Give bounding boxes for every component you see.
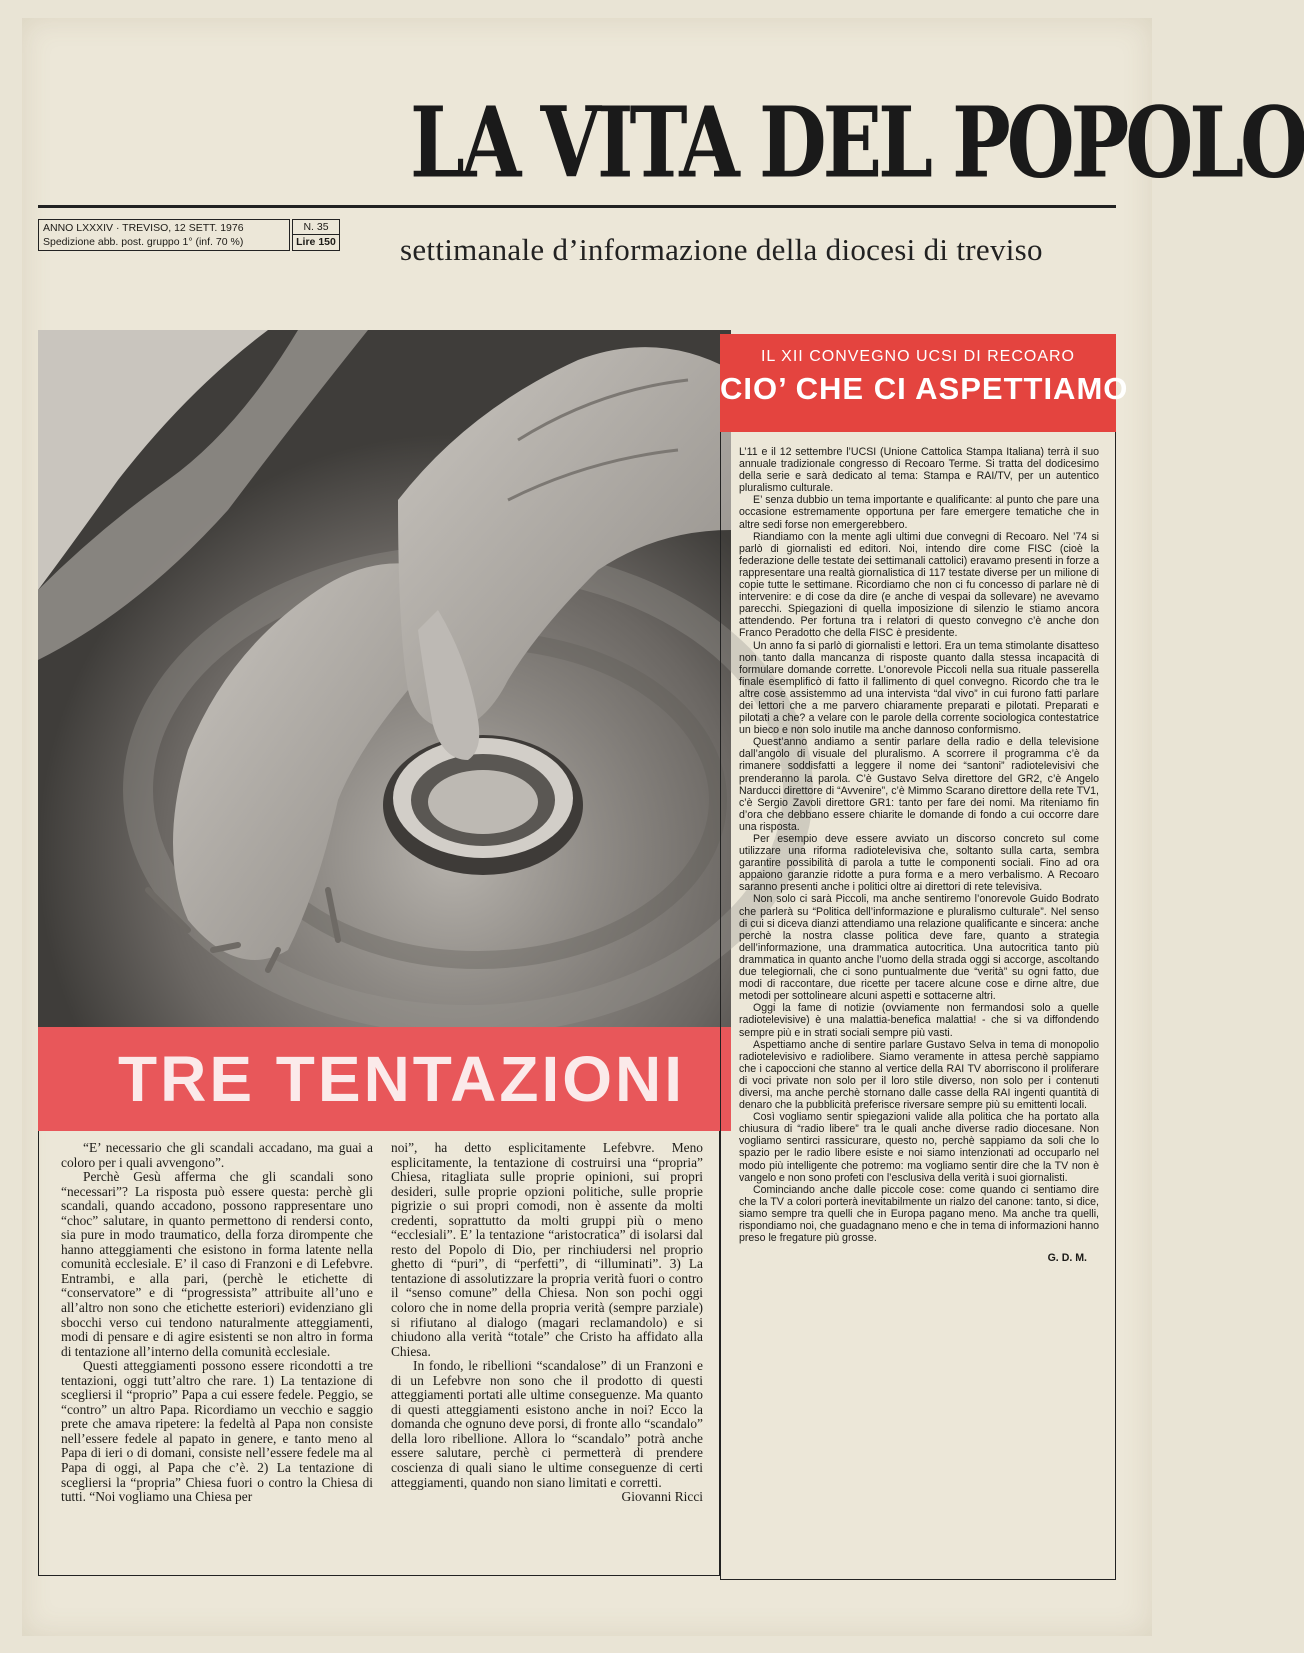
issue-date-line: ANNO LXXXIV · TREVISO, 12 SETT. 1976 — [43, 222, 244, 234]
main-paragraph: noi”, ha detto esplicitamente Lefebvre. Meno esplicitamente, la tentazione di costruirsi una “propria” Chiesa, ritagliata sulle proprie opinioni, sui propri desideri, sulle proprie opzioni politiche, sulle proprie pigrizie o sui propri comodi, non è assente da molti credenti, soprattutto da molti gruppi più o meno “ecclesiali”. E’ la tentazione “aristocratica” di isolarsi dal resto del Popolo di Dio, per rinchiudersi nel proprio ghetto di “puri”, di “perfetti”, di “illuminati”. 3) La tentazione di assolutizzare la propria verità fuori o contro il “senso comune” della Chiesa. Non son pochi oggi coloro che in nome della propria verità (sempre parziale) si rifiutano al dialogo (magari reclamandolo) e si chiudono alla verità “totale” che Cristo ha affidato alla Chiesa. — [391, 1140, 703, 1359]
main-headline: TRE TENTAZIONI — [118, 1043, 685, 1115]
side-article-headline: CIO’ CHE CI ASPETTIAMO — [720, 371, 1129, 406]
side-paragraph: E’ senza dubbio un tema importante e qualificante: al punto che pare una occasione estremamente opportuna per fare emergere tematiche che in altre sedi forse non emergerebbero. — [739, 494, 1099, 531]
main-article-author: Giovanni Ricci — [621, 1489, 703, 1505]
newspaper-masthead: LA VITA DEL POPOLO — [410, 86, 1304, 200]
side-article-body — [720, 432, 1116, 1580]
side-paragraph: Così vogliamo sentir spiegazioni valide alla politica che ha portato alla chiusura di “radio libere” tra le quali anche diverse radio diocesane. Non vogliamo sentirci rassicurare, questo no, perchè sappiamo da soli che lo spazio per le radio libere esiste e noi siamo intenzionati ad occuparlo nel modo più intelligente che potremo: ma vogliamo sentir dire che la TV non è vangelo e non sono profeti con l’esclusiva della verità i suoi giornalisti. — [739, 1111, 1099, 1184]
side-paragraph: Un anno fa si parlò di giornalisti e lettori. Era un tema stimolante disatteso non tanto dalla mancanza di risposte quanto dalla stessa incapacità di formulare domande corrette. L’onorevole Piccoli nella sua rituale passerella finale esemplificò di fatto il fallimento di quel convegno. Ricordo che tra le altre cose assistemmo ad una intervista “dal vivo” in cui furono fatti parlare dei lettori che a me parvero chiaramente preparati e pilotati. Preparati e pilotati a che? a velare con le parole della corrente sociologica contestatrice un bieco e non solo inutile ma anche dannoso conformismo. — [739, 639, 1099, 737]
side-paragraph: Quest’anno andiamo a sentir parlare della radio e della televisione dall’angolo di visuale del pluralismo. A scorrere il programma c’è da rimanere soddisfatti a leggere il nome dei “santoni” radiotelevisivi che prenderanno la parola. C’è Gustavo Selva direttore del GR2, c’è Angelo Narducci direttore di “Avvenire”, c’è Mimmo Scarano direttore della rete TV1, c’è Sergio Zavoli direttore GR1: tanto per fare dei nomi. Ma riteniamo fin d’ora che debbano essere chiarite le domande di fondo a cui occorre dare una risposta. — [739, 736, 1099, 833]
main-paragraph: Perchè Gesù afferma che gli scandali sono “necessari”? La risposta può essere questa: perchè gli scandali, quando accadono, possono rappresentare uno “choc” salutare, in quanto permettono di rendersi conto, sia pure in modo traumatico, della forza dirompente che hanno atteggiamenti che esistono in forma latente nella comunità ecclesiale. E’ il caso di Franzoni e di Lefebvre. Entrambi, e alla pari, (perchè le etichette di “conservatore” e di “progressista” attribuite all’uno e all’altro non sono che etichette esteriori) evidenziano gli sbocchi verso cui tendono naturalmente atteggiamenti, modi di pensare e di agire esistenti se non altro in forma di tentazione all’interno della comunità ecclesiale. — [61, 1169, 373, 1359]
main-paragraph: “E’ necessario che gli scandali accadano, ma guai a coloro per i quali avvengono”. — [61, 1140, 373, 1170]
issue-info-box — [38, 219, 290, 251]
potter-hands-photo — [38, 330, 731, 1027]
side-paragraph: Per esempio deve essere avviato un discorso concreto sul come utilizzare una riforma radiotelevisiva che, soltanto sulla carta, sembra garantire possibilità di parola a tutte le componenti sociali. Fino ad ora appaiono garanzie ridotte a pura forma e a mero verbalismo. A Recoaro saranno presenti anche i politici oltre ai direttori di rete televisiva. — [739, 833, 1099, 894]
side-paragraph: Non solo ci sarà Piccoli, ma anche sentiremo l’onorevole Guido Bodrato che parlerà su “Politica dell’informazione e pluralismo culturale”. Nel senso di cui si diceva dianzi attendiamo una relazione qualificante e sincera: anche perchè la nostra classe politica deve fare, quanto a strategia dell’informazione, una drammatica autocritica. Una autocritica tanto più drammatica in quanto anche l’uomo della strada oggi si accorge, ascoltando due telegiornali, che ci sono puntualmente due “verità” su ogni fatto, due modi di raccontare, due ricette per tacere alcune cose e dirne altre, due metodi per sottolineare alcuni aspetti e sottacerne altri. — [739, 893, 1099, 1003]
side-paragraph: L’11 e il 12 settembre l’UCSI (Unione Cattolica Stampa Italiana) terrà il suo annuale tradizionale congresso di Recoaro Terme. Si tratta del dodicesimo della serie e sarà dedicato al tema: Stampa e RAI/TV, per un autentico pluralismo culturale. — [739, 446, 1099, 495]
issue-price: Lire 150 — [293, 234, 339, 249]
masthead-subtitle: settimanale d’informazione della diocesi di treviso — [400, 232, 1043, 267]
side-article-kicker: IL XII CONVEGNO UCSI DI RECOARO — [760, 348, 1075, 365]
photo-illustration — [38, 330, 731, 1027]
main-article-body — [38, 1131, 720, 1576]
side-paragraph: Aspettiamo anche di sentire parlare Gustavo Selva in tema di monopolio radiotelevisivo e radiolibere. Siamo veramente in attesa perchè sappiamo che i capoccioni che stanno al vertice della RAI TV aborriscono il proliferare di voci private non solo per il loro stile diverso, non solo per i contenuti diversi, ma anche perchè stornano dalle casse della RAI ingenti quantità di denaro che la pubblicità preferisce riversare sempre più su emittenti locali. — [739, 1038, 1099, 1112]
side-article-header — [720, 334, 1129, 432]
side-paragraph: Cominciando anche dalle piccole cose: come quando ci sentiamo dire che la TV a colori porterà inevitabilmente un rialzo del canone: tanto, si dice, siamo sempre tra quelli che in Europa pagano meno. Ma anche tra quelli, rispondiamo noi, che guadagnano meno e che in tema di informazioni hanno preso le fregature più grosse. — [739, 1183, 1099, 1245]
main-paragraph: In fondo, le ribellioni “scandalose” di un Franzoni e di un Lefebvre non sono che il prodotto di questi atteggiamenti portati alle ultime conseguenze. Ma quanto di questi atteggiamenti esistono anche in noi? Ecco la domanda che ognuno deve porsi, di fronte allo “scandalo” della loro ribellione. Allora lo “scandalo” potrà anche essere salutare, perchè ci permetterà di prendere coscienza di quali siano le ultime conseguenze di certi atteggiamenti, quando non siano limitati e corretti. — [391, 1358, 703, 1490]
issue-number: N. 35 — [303, 221, 329, 233]
main-headline-band — [38, 1027, 731, 1131]
main-paragraph: Questi atteggiamenti possono essere ricondotti a tre tentazioni, oggi tutt’altro che rare. 1) La tentazione di scegliersi il “proprio” Papa a cui essere fedele. Peggio, se “contro” un altro Papa. Ricordiamo un vecchio e saggio prete che amava ripetere: la fedeltà al Papa non consiste nell’essere fedele al papato in genere, e tanto meno al Papa di ieri o di domani, consiste nell’essere fedele ma al Papa di oggi, al Papa che c’è. 2) La tentazione di scegliersi la “propria” Chiesa fuori o contro la Chiesa di tutti. “Noi vogliamo una Chiesa per — [61, 1358, 373, 1505]
side-paragraph: Riandiamo con la mente agli ultimi due convegni di Recoaro. Nel ’74 si parlò di giornalisti ed editori. Noi, intendo dire come FISC (cioè la federazione delle testate dei settimanali cattolici) eravamo presenti in forze a rappresentare una realtà giornalistica di 117 testate diverse per un milione di copie tutte le settimane. Ricordiamo che non ci fu concesso di parlare nè di intervenire: e di cose da dire (e anche di vespai da sollevare) ne avevamo parecchi. Spiegazioni di quella imposizione di silenzio le stiamo ancora attendendo. Per fortuna tra i relatori di questo convegno c’è anche don Franco Peradotto che della FISC è presidente. — [739, 530, 1099, 640]
issue-number-box — [292, 219, 340, 251]
side-article-signature: G. D. M. — [1047, 1252, 1087, 1265]
side-paragraph: Oggi la fame di notizie (ovviamente non fermandosi solo a quelle radiotelevisive) è una malattia-benefica malattia! - che si va diffondendo sempre più e in strati sociali sempre più vasti. — [739, 1002, 1099, 1039]
masthead-rule — [38, 205, 1116, 208]
main-article-column-1 — [61, 1141, 373, 1505]
postal-line: Spedizione abb. post. gruppo 1° (inf. 70 %) — [43, 236, 244, 248]
main-article-column-2 — [391, 1141, 703, 1505]
